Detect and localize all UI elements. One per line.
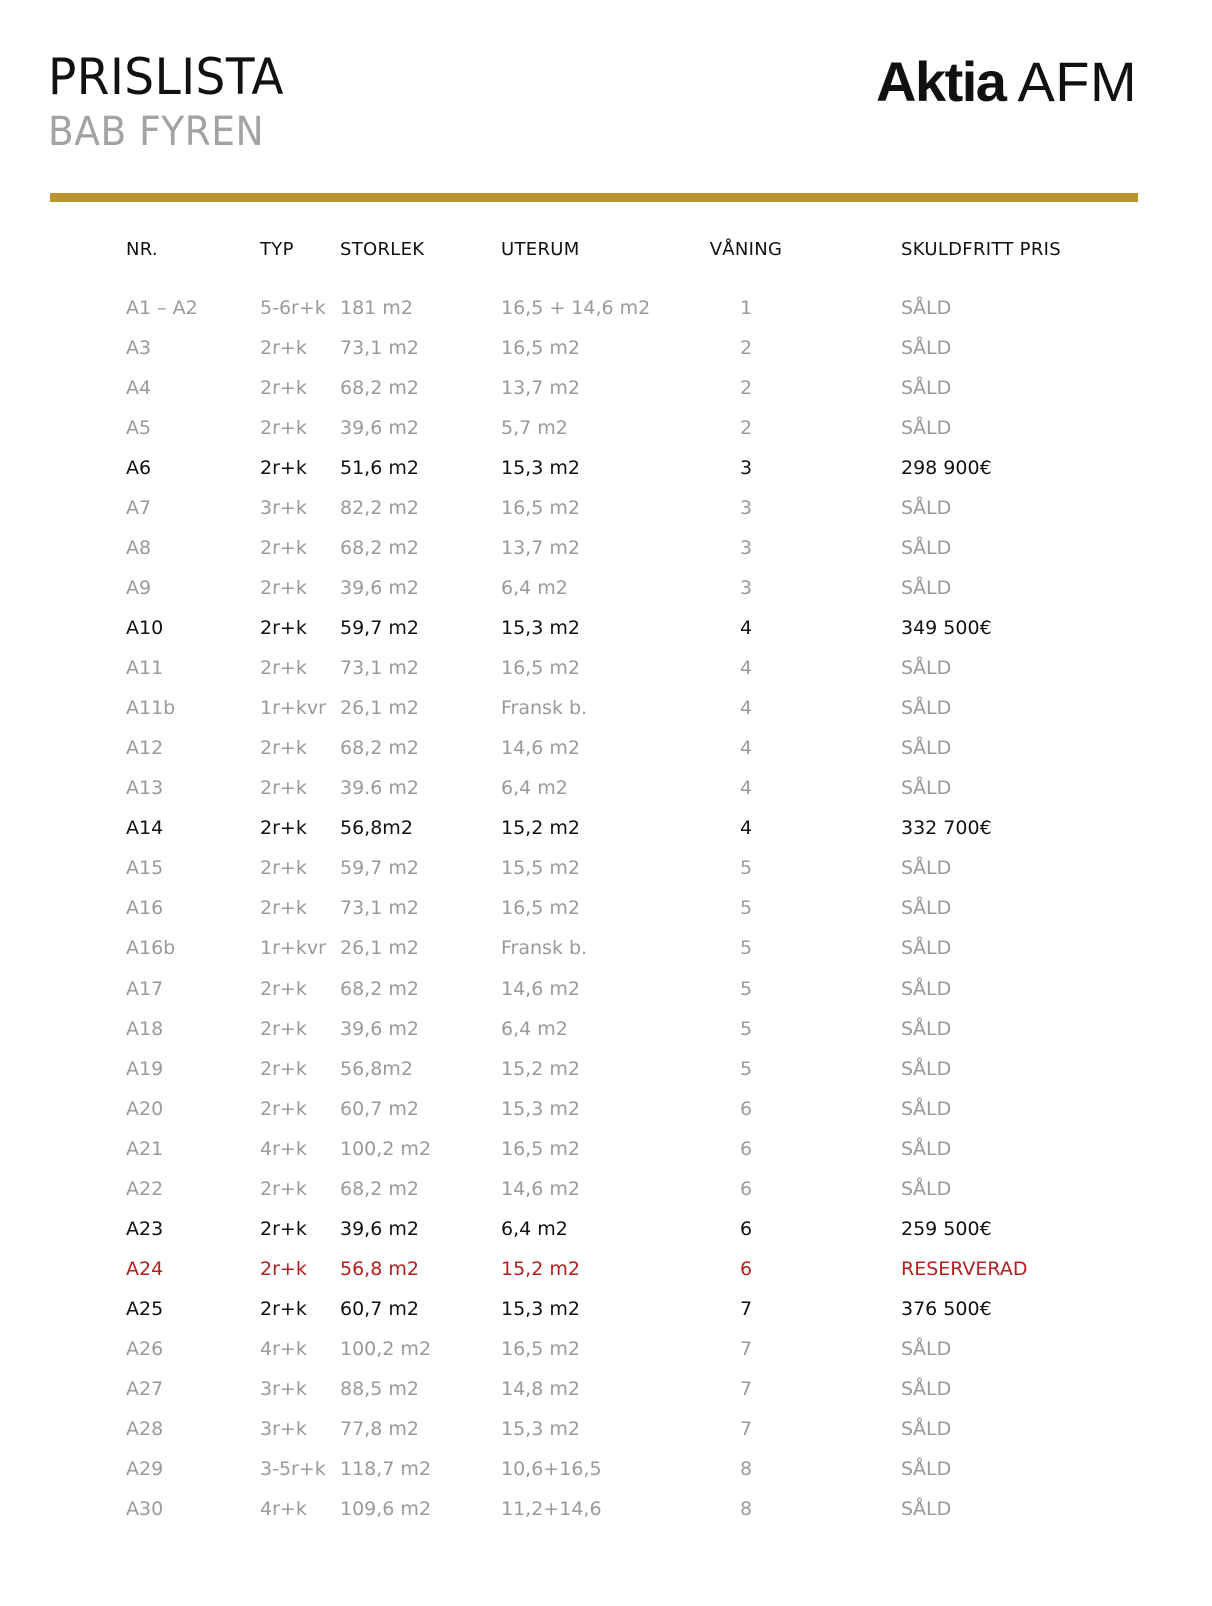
balcony-size: 16,5 m2	[501, 337, 580, 359]
column-header-storlek: STORLEK	[340, 239, 425, 260]
apartment-type: 2r+k	[260, 978, 307, 1000]
column-header-uterum: UTERUM	[501, 239, 580, 260]
price: SÅLD	[901, 897, 952, 919]
price: SÅLD	[901, 1338, 952, 1360]
apartment-number: A25	[126, 1298, 164, 1320]
apartment-type: 2r+k	[260, 617, 307, 639]
table-row	[0, 1095, 1212, 1125]
balcony-size: 6,4 m2	[501, 1218, 568, 1240]
floor-number: 3	[739, 577, 753, 599]
balcony-size: 11,2+14,6	[501, 1498, 602, 1520]
apartment-number: A24	[126, 1258, 164, 1280]
apartment-size: 77,8 m2	[340, 1418, 419, 1440]
apartment-size: 82,2 m2	[340, 497, 419, 519]
apartment-size: 181 m2	[340, 297, 413, 319]
balcony-size: 15,3 m2	[501, 1098, 580, 1120]
floor-number: 8	[739, 1498, 753, 1520]
floor-number: 2	[739, 377, 753, 399]
apartment-type: 2r+k	[260, 857, 307, 879]
balcony-size: 15,3 m2	[501, 617, 580, 639]
apartment-type: 2r+k	[260, 1058, 307, 1080]
table-row	[0, 854, 1212, 884]
floor-number: 4	[739, 737, 753, 759]
price: SÅLD	[901, 297, 952, 319]
apartment-number: A4	[126, 377, 152, 399]
apartment-number: A20	[126, 1098, 164, 1120]
apartment-size: 109,6 m2	[340, 1498, 432, 1520]
floor-number: 5	[739, 1058, 753, 1080]
apartment-number: A15	[126, 857, 164, 879]
price: SÅLD	[901, 497, 952, 519]
floor-number: 2	[739, 337, 753, 359]
table-row	[0, 774, 1212, 804]
apartment-number: A11b	[126, 697, 176, 719]
balcony-size: 14,6 m2	[501, 737, 580, 759]
balcony-size: 13,7 m2	[501, 377, 580, 399]
balcony-size: 15,2 m2	[501, 1258, 580, 1280]
floor-number: 5	[739, 1018, 753, 1040]
apartment-size: 39,6 m2	[340, 1218, 419, 1240]
floor-number: 6	[739, 1258, 753, 1280]
floor-number: 7	[739, 1378, 753, 1400]
apartment-type: 2r+k	[260, 1218, 307, 1240]
table-row	[0, 374, 1212, 404]
apartment-type: 2r+k	[260, 777, 307, 799]
table-row	[0, 574, 1212, 604]
balcony-size: 6,4 m2	[501, 577, 568, 599]
price: SÅLD	[901, 577, 952, 599]
price: SÅLD	[901, 937, 952, 959]
price: SÅLD	[901, 417, 952, 439]
apartment-number: A16b	[126, 937, 176, 959]
price: SÅLD	[901, 1098, 952, 1120]
logo-suffix: AFM	[1017, 50, 1138, 113]
apartment-type: 4r+k	[260, 1338, 307, 1360]
apartment-type: 3-5r+k	[260, 1458, 326, 1480]
apartment-size: 68,2 m2	[340, 1178, 419, 1200]
gold-divider	[50, 193, 1138, 202]
apartment-number: A3	[126, 337, 152, 359]
apartment-type: 2r+k	[260, 1298, 307, 1320]
price: SÅLD	[901, 1498, 952, 1520]
price: 298 900€	[901, 457, 992, 479]
table-row	[0, 1295, 1212, 1325]
apartment-type: 5-6r+k	[260, 297, 326, 319]
floor-number: 6	[739, 1138, 753, 1160]
price: SÅLD	[901, 1178, 952, 1200]
apartment-number: A28	[126, 1418, 164, 1440]
apartment-number: A12	[126, 737, 164, 759]
balcony-size: 15,3 m2	[501, 1418, 580, 1440]
floor-number: 4	[739, 777, 753, 799]
floor-number: 7	[739, 1338, 753, 1360]
apartment-type: 1r+kvr	[260, 697, 326, 719]
apartment-number: A9	[126, 577, 152, 599]
floor-number: 5	[739, 937, 753, 959]
balcony-size: 15,5 m2	[501, 857, 580, 879]
column-header-nr: NR.	[126, 239, 158, 260]
column-header-vaning: VÅNING	[709, 239, 783, 260]
price: SÅLD	[901, 1138, 952, 1160]
balcony-size: 15,3 m2	[501, 1298, 580, 1320]
table-row	[0, 694, 1212, 724]
apartment-size: 51,6 m2	[340, 457, 419, 479]
price: SÅLD	[901, 1458, 952, 1480]
floor-number: 1	[739, 297, 753, 319]
table-row	[0, 1055, 1212, 1085]
price: 376 500€	[901, 1298, 992, 1320]
apartment-number: A27	[126, 1378, 164, 1400]
apartment-size: 56,8m2	[340, 817, 413, 839]
apartment-type: 4r+k	[260, 1498, 307, 1520]
apartment-number: A14	[126, 817, 164, 839]
apartment-size: 73,1 m2	[340, 337, 419, 359]
apartment-number: A13	[126, 777, 164, 799]
balcony-size: 15,3 m2	[501, 457, 580, 479]
apartment-type: 1r+kvr	[260, 937, 326, 959]
apartment-size: 60,7 m2	[340, 1298, 419, 1320]
table-row	[0, 614, 1212, 644]
apartment-size: 26,1 m2	[340, 937, 419, 959]
apartment-number: A26	[126, 1338, 164, 1360]
floor-number: 3	[739, 457, 753, 479]
floor-number: 3	[739, 537, 753, 559]
apartment-size: 60,7 m2	[340, 1098, 419, 1120]
apartment-number: A7	[126, 497, 152, 519]
table-row	[0, 534, 1212, 564]
page-subtitle: BAB FYREN	[48, 109, 265, 155]
apartment-type: 2r+k	[260, 537, 307, 559]
apartment-type: 2r+k	[260, 1178, 307, 1200]
table-row	[0, 1015, 1212, 1045]
column-header-pris: SKULDFRITT PRIS	[901, 239, 1061, 260]
price: 349 500€	[901, 617, 992, 639]
floor-number: 8	[739, 1458, 753, 1480]
balcony-size: 16,5 m2	[501, 897, 580, 919]
price: SÅLD	[901, 337, 952, 359]
table-row	[0, 1335, 1212, 1365]
apartment-type: 2r+k	[260, 457, 307, 479]
price: SÅLD	[901, 697, 952, 719]
apartment-number: A19	[126, 1058, 164, 1080]
apartment-size: 59,7 m2	[340, 857, 419, 879]
apartment-size: 39,6 m2	[340, 417, 419, 439]
apartment-size: 59,7 m2	[340, 617, 419, 639]
table-row	[0, 454, 1212, 484]
floor-number: 4	[739, 657, 753, 679]
apartment-size: 68,2 m2	[340, 978, 419, 1000]
apartment-number: A8	[126, 537, 152, 559]
apartment-type: 2r+k	[260, 897, 307, 919]
price: 259 500€	[901, 1218, 992, 1240]
table-row	[0, 334, 1212, 364]
logo-brand: Aktia	[876, 50, 1006, 113]
column-header-typ: TYP	[260, 239, 294, 260]
floor-number: 4	[739, 697, 753, 719]
apartment-type: 2r+k	[260, 817, 307, 839]
balcony-size: 16,5 m2	[501, 1138, 580, 1160]
price: SÅLD	[901, 1418, 952, 1440]
apartment-type: 2r+k	[260, 1258, 307, 1280]
apartment-size: 73,1 m2	[340, 897, 419, 919]
apartment-size: 100,2 m2	[340, 1138, 432, 1160]
price: SÅLD	[901, 1378, 952, 1400]
table-row	[0, 654, 1212, 684]
apartment-type: 2r+k	[260, 1018, 307, 1040]
balcony-size: 13,7 m2	[501, 537, 580, 559]
table-row	[0, 1255, 1212, 1285]
table-row	[0, 494, 1212, 524]
floor-number: 6	[739, 1098, 753, 1120]
apartment-number: A30	[126, 1498, 164, 1520]
table-row	[0, 894, 1212, 924]
apartment-size: 73,1 m2	[340, 657, 419, 679]
balcony-size: 16,5 m2	[501, 657, 580, 679]
apartment-type: 2r+k	[260, 737, 307, 759]
apartment-type: 4r+k	[260, 1138, 307, 1160]
apartment-number: A10	[126, 617, 164, 639]
table-row	[0, 1495, 1212, 1525]
balcony-size: 6,4 m2	[501, 777, 568, 799]
page-title: PRISLISTA	[48, 48, 285, 106]
apartment-number: A21	[126, 1138, 164, 1160]
table-row	[0, 1175, 1212, 1205]
balcony-size: 15,2 m2	[501, 817, 580, 839]
balcony-size: 14,6 m2	[501, 1178, 580, 1200]
price: SÅLD	[901, 1018, 952, 1040]
apartment-size: 56,8 m2	[340, 1258, 419, 1280]
apartment-number: A29	[126, 1458, 164, 1480]
apartment-number: A23	[126, 1218, 164, 1240]
table-row	[0, 1375, 1212, 1405]
floor-number: 2	[739, 417, 753, 439]
apartment-size: 68,2 m2	[340, 737, 419, 759]
floor-number: 3	[739, 497, 753, 519]
floor-number: 5	[739, 978, 753, 1000]
apartment-size: 39,6 m2	[340, 1018, 419, 1040]
balcony-size: 16,5 m2	[501, 1338, 580, 1360]
table-row	[0, 975, 1212, 1005]
apartment-type: 2r+k	[260, 417, 307, 439]
table-header	[0, 236, 1212, 266]
apartment-number: A11	[126, 657, 164, 679]
apartment-size: 56,8m2	[340, 1058, 413, 1080]
price: SÅLD	[901, 777, 952, 799]
apartment-number: A22	[126, 1178, 164, 1200]
balcony-size: 14,6 m2	[501, 978, 580, 1000]
price: SÅLD	[901, 657, 952, 679]
balcony-size: Fransk b.	[501, 697, 588, 719]
apartment-number: A6	[126, 457, 152, 479]
table-row	[0, 414, 1212, 444]
apartment-number: A5	[126, 417, 152, 439]
floor-number: 5	[739, 857, 753, 879]
apartment-type: 3r+k	[260, 1418, 307, 1440]
apartment-type: 2r+k	[260, 337, 307, 359]
company-logo	[876, 52, 1156, 112]
apartment-size: 68,2 m2	[340, 537, 419, 559]
table-row	[0, 1415, 1212, 1445]
apartment-type: 2r+k	[260, 1098, 307, 1120]
apartment-size: 26,1 m2	[340, 697, 419, 719]
apartment-type: 3r+k	[260, 497, 307, 519]
table-row	[0, 934, 1212, 964]
apartment-size: 68,2 m2	[340, 377, 419, 399]
apartment-number: A18	[126, 1018, 164, 1040]
apartment-size: 100,2 m2	[340, 1338, 432, 1360]
price: SÅLD	[901, 978, 952, 1000]
floor-number: 5	[739, 897, 753, 919]
balcony-size: 16,5 + 14,6 m2	[501, 297, 651, 319]
apartment-size: 39,6 m2	[340, 577, 419, 599]
balcony-size: Fransk b.	[501, 937, 588, 959]
floor-number: 6	[739, 1218, 753, 1240]
table-row	[0, 814, 1212, 844]
floor-number: 7	[739, 1298, 753, 1320]
balcony-size: 16,5 m2	[501, 497, 580, 519]
price: SÅLD	[901, 1058, 952, 1080]
table-row	[0, 294, 1212, 324]
apartment-number: A16	[126, 897, 164, 919]
price: 332 700€	[901, 817, 992, 839]
price: SÅLD	[901, 377, 952, 399]
apartment-size: 39.6 m2	[340, 777, 419, 799]
apartment-size: 118,7 m2	[340, 1458, 432, 1480]
floor-number: 4	[739, 817, 753, 839]
balcony-size: 14,8 m2	[501, 1378, 580, 1400]
table-row	[0, 734, 1212, 764]
table-row	[0, 1135, 1212, 1165]
floor-number: 6	[739, 1178, 753, 1200]
apartment-type: 2r+k	[260, 577, 307, 599]
price: SÅLD	[901, 857, 952, 879]
table-row	[0, 1215, 1212, 1245]
price: SÅLD	[901, 537, 952, 559]
table-row	[0, 1455, 1212, 1485]
apartment-type: 3r+k	[260, 1378, 307, 1400]
apartment-number: A17	[126, 978, 164, 1000]
balcony-size: 6,4 m2	[501, 1018, 568, 1040]
apartment-size: 88,5 m2	[340, 1378, 419, 1400]
balcony-size: 5,7 m2	[501, 417, 568, 439]
price: SÅLD	[901, 737, 952, 759]
apartment-number: A1 – A2	[126, 297, 198, 319]
floor-number: 4	[739, 617, 753, 639]
balcony-size: 15,2 m2	[501, 1058, 580, 1080]
floor-number: 7	[739, 1418, 753, 1440]
apartment-type: 2r+k	[260, 377, 307, 399]
price: RESERVERAD	[901, 1258, 1028, 1280]
apartment-type: 2r+k	[260, 657, 307, 679]
balcony-size: 10,6+16,5	[501, 1458, 602, 1480]
